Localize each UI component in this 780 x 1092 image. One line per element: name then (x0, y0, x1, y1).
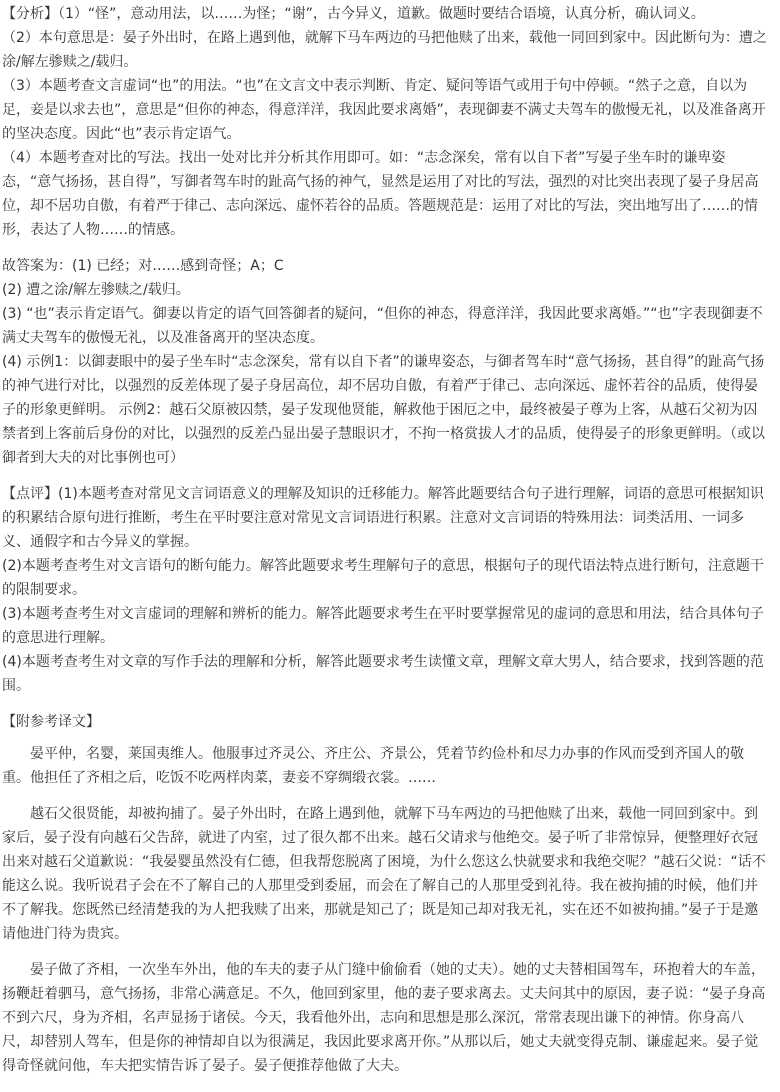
answers-section (2, 254, 770, 470)
comment-item-4: (4)本题考查考生对文章的写作手法的理解和分析，解答此题要求考生读懂文章，理解文章大男人，结合要求，找到答题的范围。 (2, 654, 764, 694)
translation-paragraph-2: 越石父很贤能，却被拘捕了。晏子外出时，在路上遇到他，就解下马车两边的马把他赎了出来，载他一同回到家中。到家后，晏子没有向越石父告辞，就进了内室，过了很久都不出来。越石父请求与他绝交。晏子听了非常惊异，便整理好衣冠出来对越石父道歉说：“我晏婴虽然没有仁德，但我帮您脱离了困境，为什么您这么快就要求和我绝交呢？”越石父说：“话不能这么说。我听说君子会在不了解自己的人那里受到委屈，而会在了解自己的人那里受到礼待。我在被拘捕的时候，他们并不了解我。您既然已经清楚我的为人把我赎了出来，那就是知己了；既是知己却对我无礼，实在还不如被拘捕。”晏子于是邀请他进门待为贵宾。 (2, 806, 766, 942)
answer-summary: 故答案为：(1) 已经；对……感到奇怪；A；C (2, 258, 284, 274)
analysis-item-2: （2）本句意思是：晏子外出时，在路上遇到他，就解下马车两边的马把他赎了出来，载他一同回到家中。因此断句为：遭之涂/解左骖赎之/载归。 (2, 30, 767, 70)
comment-item-1: 【点评】(1)本题考查对常见文言词语意义的理解及知识的迁移能力。解答此题要结合句子进行理解，词语的意思可根据知识的积累结合原句进行推断，考生在平时要注意对常见文言词语进行积累。注意对文言词语的特殊用法：词类活用、一词多义、通假字和古今异义的掌握。 (2, 486, 764, 550)
comment-item-3: (3)本题考查考生对文言虚词的理解和辨析的能力。解答此题要求考生在平时要掌握常见的虚词的意思和用法，结合具体句子的意思进行理解。 (2, 606, 764, 646)
comment-item-2: (2)本题考查考生对文言语句的断句能力。解答此题要求考生理解句子的意思，根据句子的现代语法特点进行断句，注意题干的限制要求。 (2, 558, 764, 598)
analysis-item-1: 【分析】（1）“怪”，意动用法，以……为怪；“谢”，古今异义，道歉。做题时要结合语境，认真分析，确认词义。 (2, 6, 705, 22)
translation-section (2, 710, 770, 1078)
analysis-section (2, 2, 770, 242)
answer-4: (4) 示例1：以御妻眼中的晏子坐车时“志念深矣，常有以自下者”的谦卑姿态，与御者驾车时“意气扬扬，甚自得”的趾高气扬的神气进行对比，以强烈的反差体现了晏子身居高位，却不居功自傲，有着严于律己、志向深远、虚怀若谷的品质，使得晏子的形象更鲜明。 示例2：越石父原被囚禁，晏子发现他贤能，解救他于困厄之中，最终被晏子尊为上客，从越石父初为囚禁者到上客前后身份的对比，以强烈的反差凸显出晏子慧眼识才，不拘一格赏拔人才的品质，使得晏子的形象更鲜明。（或以御者到大夫的对比事例也可） (2, 354, 765, 466)
analysis-item-4: （4）本题考查对比的写法。找出一处对比并分析其作用即可。如：“志念深矣，常有以自下者”写晏子坐车时的谦卑姿态，“意气扬扬，甚自得”，写御者驾车时的趾高气扬的神气，显然是运用了对比的写法，强烈的对比突出表现了晏子身居高位，却不居功自傲，有着严于律己、志向深远、虚怀若谷的品质。答题规范是：运用了对比的写法，突出地写出了……的情形，表达了人物……的情感。 (2, 150, 759, 238)
answer-3: (3) “也”表示肯定语气。御妻以肯定的语气回答御者的疑问，“但你的神态，得意洋洋，我因此要求离婚。”“也”字表现御妻不满丈夫驾车的傲慢无礼，以及准备离开的坚决态度。 (2, 306, 763, 346)
comment-section (2, 482, 770, 698)
analysis-item-3: （3）本题考查文言虚词“也”的用法。“也”在文言文中表示判断、肯定、疑问等语气或用于句中停顿。“然子之意，自以为足，妾是以求去也”，意思是“但你的神态，得意洋洋，我因此要求离婚”，表现御妻不满丈夫驾车的傲慢无礼，以及准备离开的坚决态度。因此“也”表示肯定语气。 (2, 78, 766, 142)
translation-header: 【附参考译文】 (2, 714, 100, 730)
translation-paragraph-1: 晏平仲，名婴，莱国夷维人。他服事过齐灵公、齐庄公、齐景公，凭着节约俭朴和尽力办事的作风而受到齐国人的敬重。他担任了齐相之后，吃饭不吃两样肉菜，妻妾不穿绸缎衣裳。…… (2, 746, 744, 786)
answer-2: (2) 遭之涂/解左骖赎之/载归。 (2, 282, 190, 298)
analysis-header: 【分析】 (2, 6, 58, 22)
translation-paragraph-3: 晏子做了齐相，一次坐车外出，他的车夫的妻子从门缝中偷偷看（她的丈夫）。她的丈夫替相国驾车，环抱着大的车盖，扬鞭赶着驷马，意气扬扬，非常心满意足。不久，他回到家里，他的妻子要求离去。丈夫问其中的原因，妻子说：“晏子身高不到六尺，身为齐相，名声显扬于诸侯。今天，我看他外出，志向和思想是那么深沉，常常表现出谦下的神情。你身高八尺，却替别人驾车，但是你的神情却自以为很满足，我因此要求离开你。”从那以后，她丈夫就变得克制、谦虚起来。晏子觉得奇怪就问他，车夫把实情告诉了晏子。晏子便推荐他做了大夫。 (2, 962, 766, 1074)
